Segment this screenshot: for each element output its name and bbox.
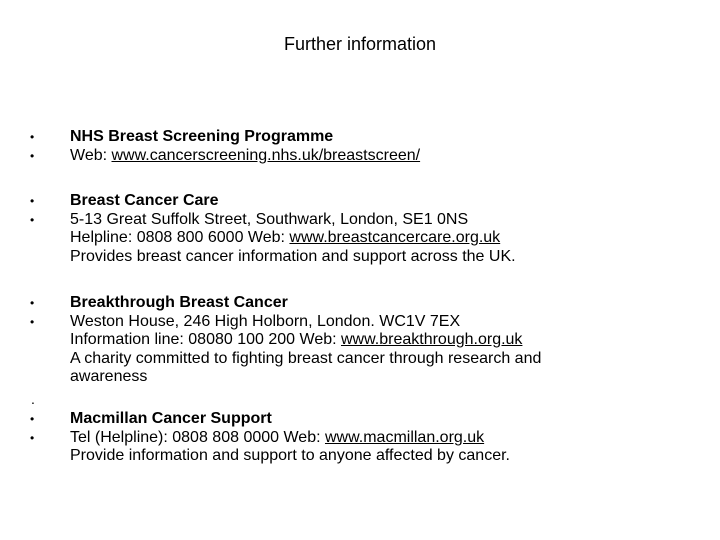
section-description: Provides breast cancer information and support across the UK. bbox=[70, 247, 516, 265]
section-heading: Breakthrough Breast Cancer bbox=[70, 294, 288, 311]
section-nhs-breast-screening bbox=[70, 128, 630, 165]
section-macmillan-cancer-support bbox=[70, 410, 630, 466]
bullet-icon: • bbox=[30, 315, 35, 329]
page-title: Further information bbox=[283, 34, 437, 54]
section-phone-line bbox=[70, 429, 630, 448]
section-description: Provide information and support to anyone affected by cancer. bbox=[70, 447, 510, 464]
section-heading: Breast Cancer Care bbox=[70, 192, 219, 209]
bullet-icon: • bbox=[30, 130, 35, 144]
section-address: Weston House, 246 High Holborn, London. WC1V 7EX bbox=[70, 312, 461, 330]
web-link[interactable]: www.breakthrough.org.uk bbox=[341, 331, 523, 348]
section-breast-cancer-care bbox=[70, 192, 630, 266]
section-phone-line bbox=[70, 331, 630, 350]
bullet-icon: • bbox=[30, 412, 35, 426]
bullet-icon: • bbox=[30, 431, 35, 445]
web-link[interactable]: www.macmillan.org.uk bbox=[324, 428, 485, 446]
phone-text: Information line: 08080 100 200 Web: bbox=[70, 331, 341, 348]
web-link[interactable]: www.breastcancercare.org.uk bbox=[289, 229, 501, 246]
phone-text: Helpline: 0808 800 6000 Web: bbox=[70, 229, 290, 246]
bullet-icon: • bbox=[30, 149, 35, 163]
bullet-icon: • bbox=[30, 194, 35, 208]
phone-text: Tel (Helpline): 0808 808 0000 Web: bbox=[70, 428, 325, 446]
section-web-line bbox=[70, 147, 630, 166]
section-heading: Macmillan Cancer Support bbox=[70, 410, 272, 427]
web-label: Web: bbox=[70, 146, 112, 164]
section-phone-line bbox=[70, 229, 630, 248]
separator-dot: . bbox=[31, 391, 35, 407]
bullet-icon: • bbox=[30, 296, 35, 310]
section-description-line2: awareness bbox=[70, 368, 148, 385]
section-breakthrough-breast-cancer bbox=[70, 294, 630, 387]
bullet-icon: • bbox=[30, 213, 35, 227]
section-address: 5-13 Great Suffolk Street, Southwark, London, SE1 0NS bbox=[70, 210, 469, 228]
section-description-line1: A charity committed to fighting breast cancer through research and bbox=[70, 349, 542, 367]
web-link[interactable]: www.cancerscreening.nhs.uk/breastscreen/ bbox=[111, 146, 421, 164]
section-heading: NHS Breast Screening Programme bbox=[70, 128, 334, 145]
